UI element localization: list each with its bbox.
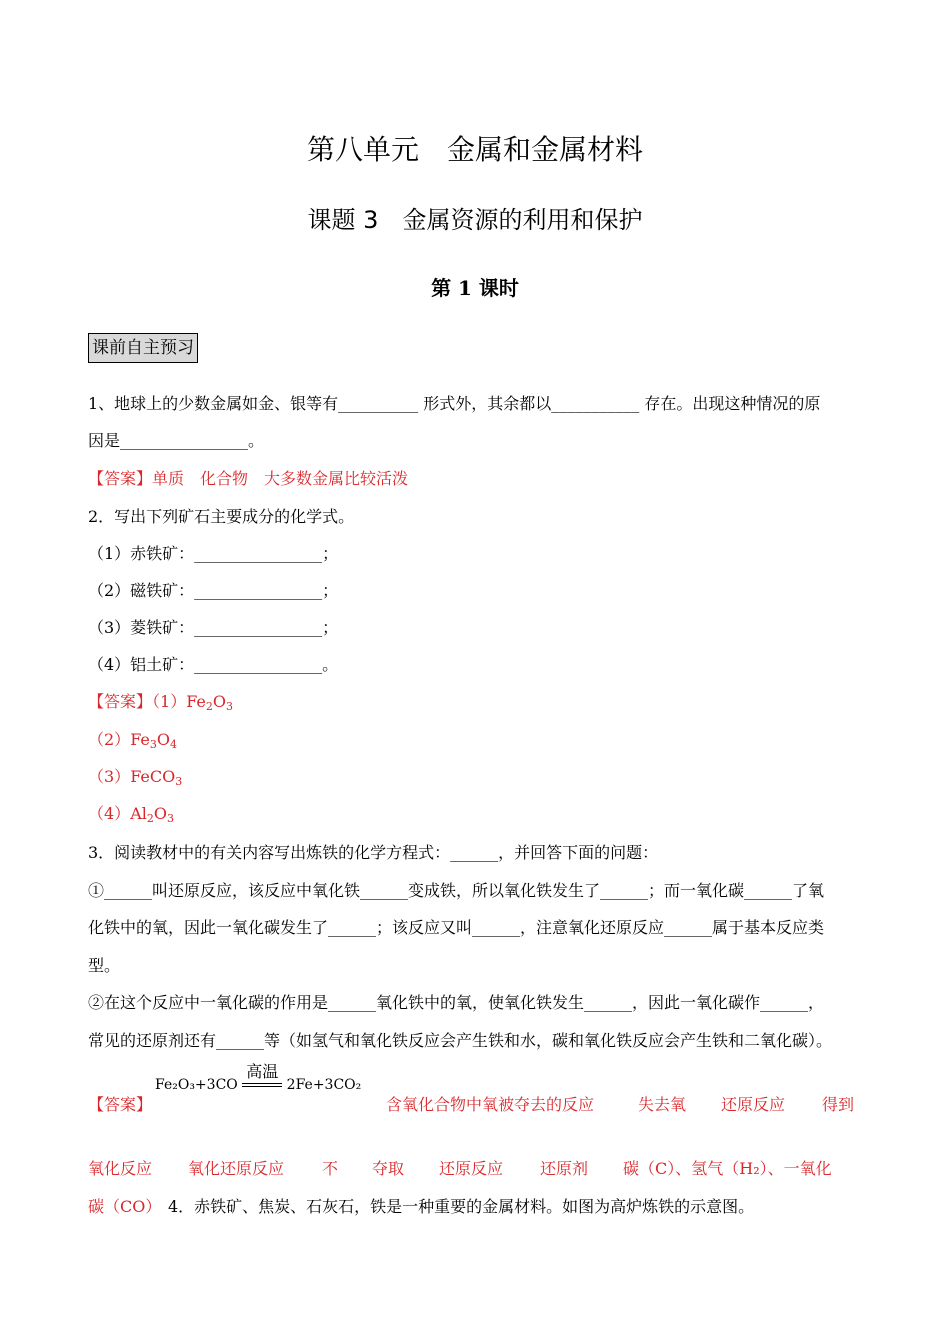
answer-item: 还原反应	[721, 1095, 786, 1114]
q1-line2: 因是________________。	[88, 431, 265, 450]
q2-item: （2）磁铁矿：________________；	[88, 581, 339, 600]
q3-stem: 3．阅读教材中的有关内容写出炼铁的化学方程式：______，并回答下面的问题：	[88, 843, 659, 862]
q2-stem: 2．写出下列矿石主要成分的化学式。	[88, 507, 355, 526]
double-line	[242, 1083, 282, 1087]
answer-item: 夺取	[372, 1159, 405, 1178]
equation-right: 2Fe+3CO₂	[286, 1077, 362, 1093]
q3-line: 常见的还原剂还有______等（如氢气和氧化铁反应会产生铁和水，碳和氧化铁反应会产生铁和二氧化碳）。	[88, 1031, 833, 1050]
formula-text: Fe	[130, 730, 150, 749]
answer-prefix: 【答案】	[88, 692, 153, 711]
formula-text: Fe	[186, 692, 206, 711]
q3-line: ②在这个反应中一氧化碳的作用是______氧化铁中的氧，使氧化铁发生______，因此一氧化碳作______，	[88, 993, 825, 1012]
answer-item: 不	[322, 1159, 339, 1178]
answer-formula	[130, 767, 182, 786]
q2-item: （4）铝土矿：________________。	[88, 655, 339, 674]
equation-arrow	[242, 1063, 282, 1087]
formula-subscript: 2	[146, 812, 154, 825]
unit-title: 第八单元 金属和金属材料	[306, 133, 643, 166]
formula-text: O	[212, 692, 227, 711]
answer-label: （3）	[88, 767, 131, 786]
formula-subscript: 3	[166, 812, 174, 825]
lesson-title: 课题 3 金属资源的利用和保护	[307, 206, 643, 234]
formula-text: Al	[130, 804, 147, 823]
q3-line: 型。	[88, 956, 121, 975]
formula-text: FeCO	[130, 767, 176, 786]
answer-item: 碳（CO）	[88, 1197, 162, 1216]
q2-answer-2	[88, 730, 177, 755]
answer-item: 得到	[822, 1095, 855, 1114]
formula-text: O	[156, 730, 171, 749]
formula-subscript: 3	[226, 700, 234, 713]
q2-answer-3	[88, 767, 182, 792]
answer-label: （1）	[152, 692, 187, 711]
section-tag: 课前自主预习	[88, 333, 198, 363]
smelting-equation	[155, 1062, 362, 1093]
answer-item: 含氧化合物中氧被夺去的反应	[386, 1095, 595, 1114]
q1-answer: 【答案】单质 化合物 大多数金属比较活泼	[88, 469, 409, 488]
equation-left: Fe₂O₃+3CO	[155, 1077, 238, 1093]
answer-formula	[130, 730, 177, 749]
q4-stem: 4．赤铁矿、焦炭、石灰石，铁是一种重要的金属材料。如图为高炉炼铁的示意图。	[168, 1197, 755, 1216]
answer-item: 失去氧	[638, 1095, 687, 1114]
q3-answer-prefix: 【答案】	[88, 1095, 153, 1114]
answer-formula	[186, 692, 233, 711]
q3-line: ①______叫还原反应，该反应中氧化铁______变成铁，所以氧化铁发生了______；而一氧化碳______了氧	[88, 881, 825, 900]
answer-item: 碳（C）、氢气（H₂）、一氧化	[623, 1159, 832, 1178]
q3-line: 化铁中的氧，因此一氧化碳发生了______；该反应又叫______，注意氧化还原反应______属于基本反应类	[88, 918, 825, 937]
answer-item: 还原反应	[439, 1159, 504, 1178]
answer-item: 氧化反应	[88, 1159, 153, 1178]
formula-subscript: 2	[205, 700, 213, 713]
answer-label: （2）	[88, 730, 131, 749]
q2-answer-4	[88, 804, 174, 829]
formula-subscript: 4	[170, 738, 178, 751]
period-title: 第 1 课时	[431, 276, 519, 300]
formula-text: O	[153, 804, 167, 823]
formula-subscript: 3	[149, 738, 157, 751]
answer-item: 还原剂	[540, 1159, 589, 1178]
answer-label: （4）	[88, 804, 131, 823]
answer-item: 氧化还原反应	[188, 1159, 285, 1178]
q2-item: （1）赤铁矿：________________；	[88, 544, 339, 563]
q2-item: （3）菱铁矿：________________；	[88, 618, 339, 637]
equation-condition: 高温	[246, 1062, 279, 1081]
q1-line1: 1、地球上的少数金属如金、银等有__________ 形式外，其余都以___________ 存在。出现这种情况的原	[88, 394, 821, 413]
answer-formula	[130, 804, 174, 823]
q2-answer-1	[88, 692, 233, 717]
formula-subscript: 3	[175, 775, 183, 788]
